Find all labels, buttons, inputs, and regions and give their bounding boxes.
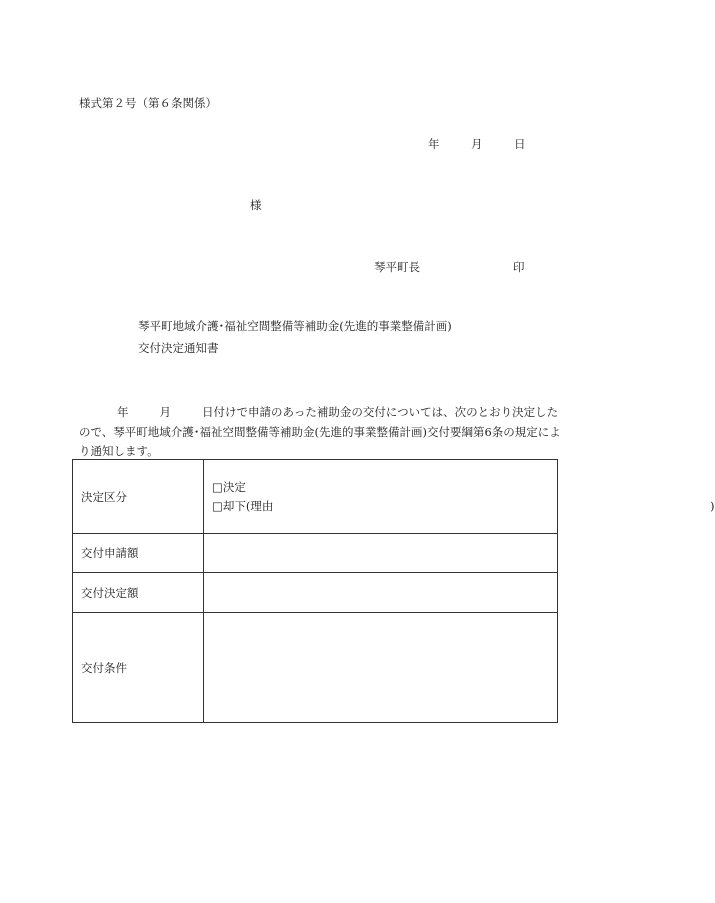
recipient-honorific: 様 [250, 198, 262, 212]
issuer-seal-mark: 印 [513, 260, 525, 274]
option-reject-label: □却下(理由 [212, 498, 274, 513]
date-month-label: 月 [471, 137, 483, 151]
approved-amount-label: 交付決定額 [73, 573, 204, 613]
approved-amount-value[interactable] [204, 573, 558, 613]
table-row-conditions [73, 613, 558, 723]
table-row-approved-amount [73, 573, 558, 613]
table-row-decision [73, 460, 558, 534]
document-title-line1: 琴平町地域介護･福祉空間整備等補助金(先進的事業整備計画) [138, 319, 452, 333]
table-row-applied-amount [73, 534, 558, 573]
grant-conditions-value[interactable] [204, 613, 558, 723]
grant-decision-table [72, 459, 715, 723]
decision-type-label: 決定区分 [73, 460, 204, 534]
grant-conditions-label: 交付条件 [73, 613, 204, 723]
body-year-label: 年 [117, 405, 129, 419]
decision-type-value [204, 460, 715, 534]
issuer-title: 琴平町長 [374, 260, 420, 274]
date-day-label: 日 [514, 137, 526, 151]
document-title-line2: 交付決定通知書 [138, 341, 219, 355]
date-year-label: 年 [428, 137, 440, 151]
body-month-label: 月 [159, 405, 171, 419]
option-reject-paren-close: ) [710, 498, 715, 513]
applied-amount-label: 交付申請額 [73, 534, 204, 573]
option-approve[interactable]: □決定 [212, 479, 246, 494]
option-reject[interactable] [212, 497, 715, 516]
notification-body [79, 403, 561, 462]
body-text: 日付けで申請のあった補助金の交付については、次のとおり決定したので、琴平町地域介護･福祉空間整備等補助金(先進的事業整備計画)交付要綱第6条の規定により通知します。 [79, 405, 561, 458]
applied-amount-value[interactable] [204, 534, 558, 573]
form-number: 様式第２号（第６条関係） [79, 96, 217, 110]
